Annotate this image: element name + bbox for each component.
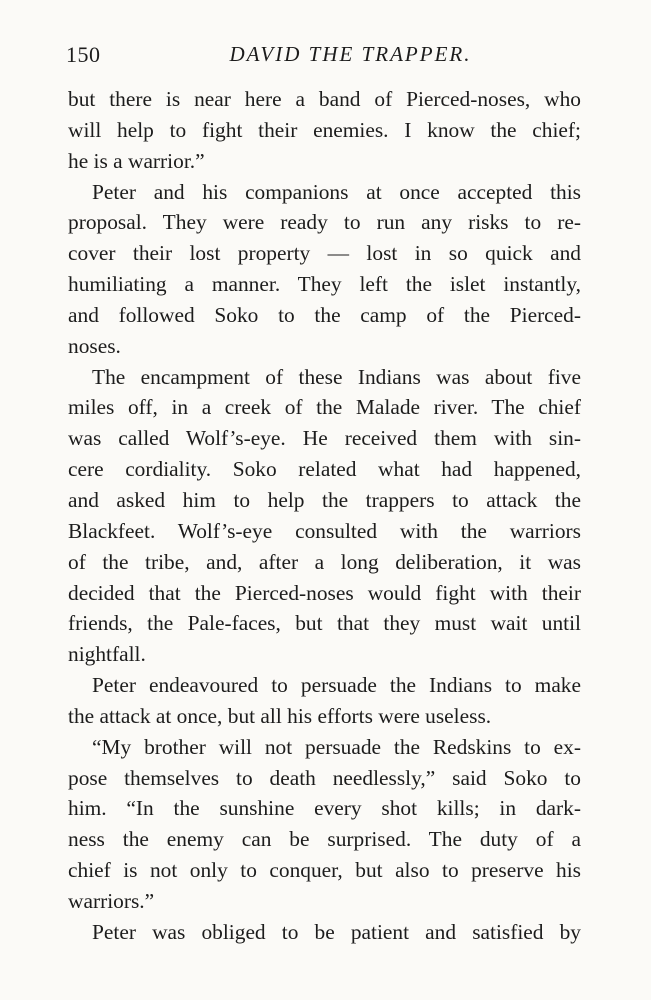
text-line: decided that the Pierced-noses would fight with their xyxy=(68,580,581,605)
text-line: friends, the Pale-faces, but that they must wait until xyxy=(68,611,581,636)
text-line: Peter and his companions at once accepted this xyxy=(92,179,581,204)
text-line: ness the enemy can be surprised. The duty of a xyxy=(68,827,581,852)
text-line: humiliating a manner. They left the islet instantly, xyxy=(68,272,581,297)
text-line: noses. xyxy=(68,333,121,358)
text-line: and asked him to help the trappers to attack the xyxy=(68,487,581,512)
text-line: chief is not only to conquer, but also to preserve his xyxy=(68,858,581,883)
text-line: cere cordiality. Soko related what had happened, xyxy=(68,457,581,482)
running-title: DAVID THE TRAPPER. xyxy=(229,42,472,66)
text-line: “My brother will not persuade the Redskins to ex- xyxy=(92,734,581,759)
text-line: nightfall. xyxy=(68,642,146,667)
text-line: but there is near here a band of Pierced-noses, who xyxy=(68,87,581,111)
text-line: pose themselves to death needlessly,” said Soko to xyxy=(68,765,581,790)
text-line: Blackfeet. Wolf’s-eye consulted with the warriors xyxy=(68,518,581,543)
body-text xyxy=(68,84,581,948)
text-line: The encampment of these Indians was about five xyxy=(92,364,581,389)
page-number: 150 xyxy=(66,42,101,67)
text-line: warriors.” xyxy=(68,888,155,913)
text-line: Peter endeavoured to persuade the Indians to make xyxy=(92,673,581,698)
text-line: he is a warrior.” xyxy=(68,148,205,173)
text-line: was called Wolf’s-eye. He received them with sin- xyxy=(68,426,581,451)
text-line: cover their lost property — lost in so quick and xyxy=(68,241,581,266)
text-line: proposal. They were ready to run any risks to re- xyxy=(68,210,581,235)
text-line: of the tribe, and, after a long deliberation, it was xyxy=(68,549,581,574)
text-line: Peter was obliged to be patient and satisfied by xyxy=(92,919,581,944)
text-line: will help to fight their enemies. I know the chief; xyxy=(68,117,581,142)
text-line: the attack at once, but all his efforts were useless. xyxy=(68,703,492,728)
text-line: and followed Soko to the camp of the Pierced- xyxy=(68,302,581,327)
text-line: him. “In the sunshine every shot kills; in dark- xyxy=(68,796,581,821)
text-line: miles off, in a creek of the Malade river. The chief xyxy=(68,395,581,420)
